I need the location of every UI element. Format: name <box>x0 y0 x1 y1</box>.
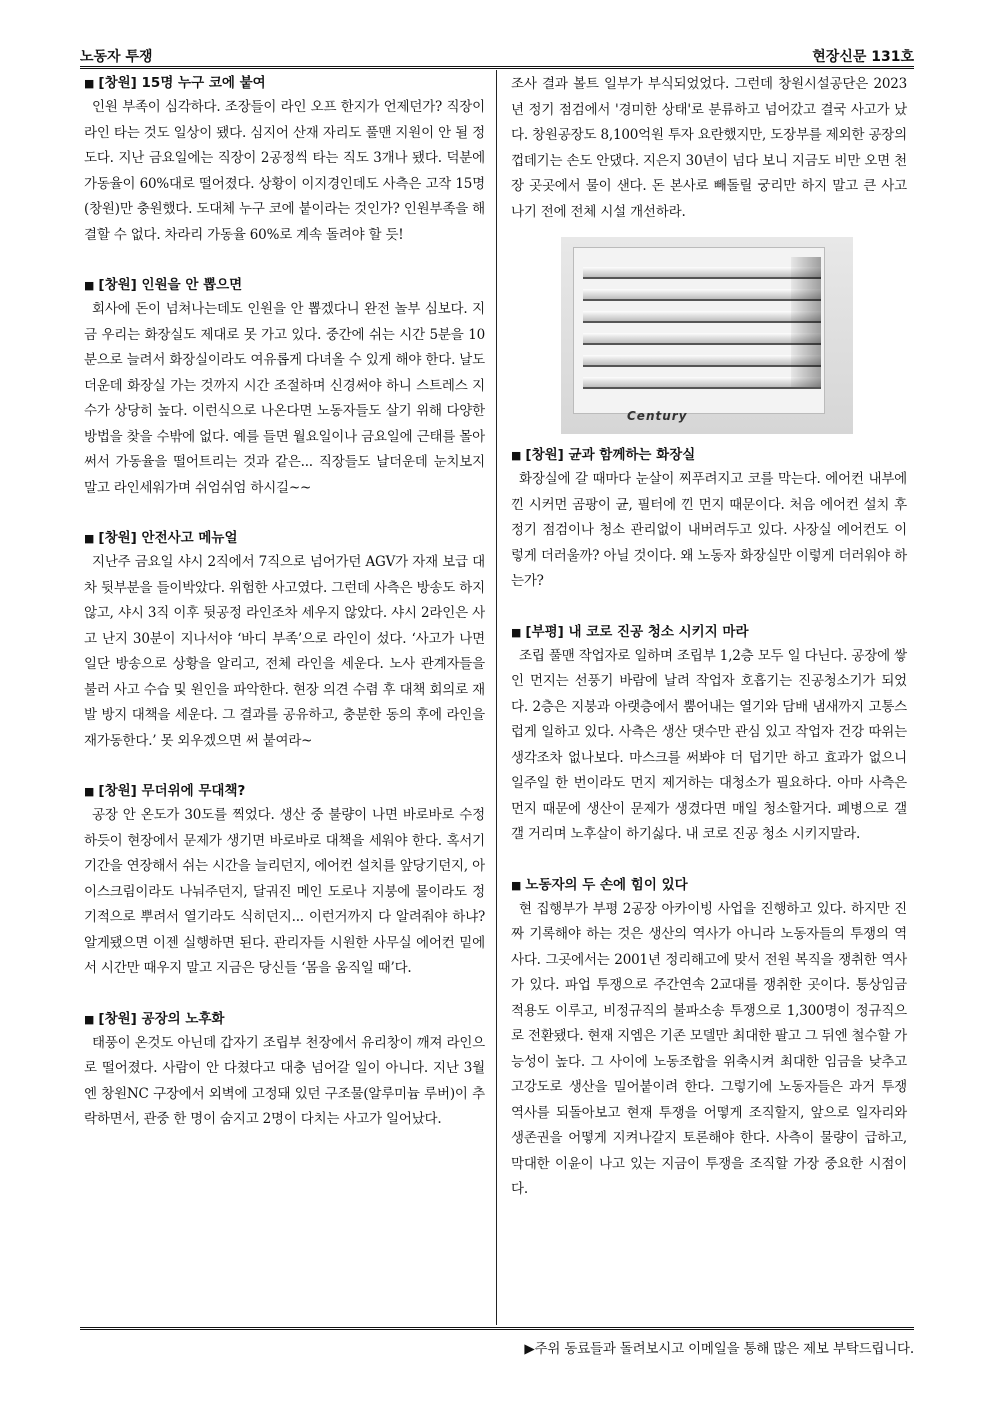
footer-rule <box>80 1327 914 1330</box>
article-title <box>511 444 907 467</box>
issue-number: 현장신문 131호 <box>812 49 914 65</box>
ac-slat <box>583 267 821 279</box>
article-title-text: [창원] 15명 누구 코에 붙여 <box>98 75 266 91</box>
square-bullet-icon: ■ <box>511 625 522 639</box>
article-body: 조립 풀맨 작업자로 일하며 조립부 1,2층 모두 일 다닌다. 공장에 쌓인 먼지는 선풍기 바람에 날려 작업자 호흡기는 진공청소기가 되었다. 2층은 지붕과 아랫층에서 뿜어내는 열기와 담배 냄새까지 고통스럽게 일하고 있다. 사측은 생산 댓수만 관심 있고 작업자 건강 따위는 생각조차 없나보다. 마스크를 써봐야 더 덥기만 하고 효과가 없으니 일주일 한 번이라도 먼지 제거하는 대청소가 필요하다. 아마 사측은 먼지 때문에 생산이 문제가 생겼다면 매일 청소할거다. 폐병으로 갤갤 거리며 노후살이 하기싫다. 내 코로 진공 청소 시키지말라. <box>511 647 907 842</box>
square-bullet-icon: ■ <box>84 1012 95 1026</box>
ac-slat <box>583 377 821 389</box>
article-body: 지난주 금요일 샤시 2직에서 7직으로 넘어가던 AGV가 자재 보급 대차 뒷부분을 들이박았다. 위험한 사고였다. 그런데 사측은 방송도 하지 않고, 샤시 3직 이후 뒷공정 라인조차 세우지 않았다. 샤시 2라인은 사고 난지 30분이 지나서야 ‘바디 부족’으로 라인이 섰다. ‘사고가 나면 일단 방송으로 상황을 알리고, 전체 라인을 세운다. 노사 관계자들을 불러 사고 수습 및 원인을 파악한다. 현장 의견 수렴 후 대책 회의로 재발 방지 대책을 세운다. 그 결과를 공유하고, 충분한 동의 후에 라인을 재가동한다.’ 못 외우겠으면 써 붙여라~ <box>84 554 485 749</box>
square-bullet-icon: ■ <box>84 77 95 90</box>
article-title <box>511 874 907 897</box>
article-body: 인원 부족이 심각하다. 조장들이 라인 오프 한지가 언제던가? 직장이 라인 타는 것도 일상이 됐다. 심지어 산재 자리도 풀맨 지원이 안 될 정도다. 지난 금요일에는 직장이 2공정씩 타는 직도 3개나 됐다. 덕분에 가동율이 60%대로 떨어졌다. 상황이 이지경인데도 사측은 고작 15명(창원)만 충원했다. 도대체 누구 코에 붙이라는 것인가? 인원부족을 해결할 수 없다. 차라리 가동율 60%로 계속 돌려야 할 듯! <box>84 99 485 243</box>
ac-slat <box>583 289 821 301</box>
article-title <box>84 274 485 297</box>
article-title <box>511 621 907 644</box>
spacer <box>511 848 907 874</box>
article <box>511 444 907 595</box>
ac-shadow <box>791 257 821 387</box>
article <box>511 621 907 848</box>
article-body: 공장 안 온도가 30도를 찍었다. 생산 중 불량이 나면 바로바로 수정하듯이 현장에서 문제가 생기면 바로바로 대책을 세워야 한다. 혹서기 기간을 연장해서 쉬는 시간을 늘리던지, 에어컨 설치를 앞당기던지, 아이스크림이라도 나눠주던지, 달궈진 메인 도로나 지붕에 물이라도 정기적으로 뿌려서 열기라도 식히던지... 이런거까지 다 알려줘야 하냐? 알게됐으면 이젠 실행하면 된다. 관리자들 시원한 사무실 에어컨 밑에서 시간만 때우지 말고 지금은 당신들 ‘몸을 움직일 때’다. <box>84 807 485 976</box>
article-title-text: [창원] 안전사고 메뉴얼 <box>98 530 238 546</box>
ac-slat <box>583 355 821 367</box>
newspaper-section-title: 노동자 투쟁 <box>80 49 153 65</box>
article-continuation: 조사 결과 볼트 일부가 부식되었었다. 그런데 창원시설공단은 2023년 정기 점검에서 '경미한 상태'로 분류하고 넘어갔고 결국 사고가 났다. 창원공장도 8,100억원 투자 요란했지만, 도장부를 제외한 공장의 껍데기는 손도 안댔다. 지은지 30년이 넘다 보니 지금도 비만 오면 천장 곳곳에서 물이 샌다. 돈 본사로 빼돌릴 궁리만 하지 말고 큰 사고 나기 전에 전체 시설 개선하라. <box>511 76 907 220</box>
spacer <box>84 754 485 780</box>
article <box>511 874 907 1203</box>
spacer <box>84 248 485 274</box>
air-conditioner-photo <box>561 237 853 434</box>
spacer <box>84 501 485 527</box>
footer-notice: ▶주위 동료들과 돌려보시고 이메일을 통해 많은 제보 부탁드립니다. <box>524 1341 914 1357</box>
square-bullet-icon: ■ <box>84 785 95 798</box>
column-divider <box>496 70 497 1325</box>
article-title <box>84 780 485 803</box>
article-body: 태풍이 온것도 아닌데 갑자기 조립부 천장에서 유리창이 깨져 라인으로 떨어졌다. 사람이 안 다쳤다고 대충 넘어갈 일이 아니다. 지난 3월엔 창원NC 구장에서 외벽에 고정돼 있던 구조물(알루미늄 루버)이 추락하면서, 관중 한 명이 숨지고 2명이 다치는 사고가 일어났다. <box>84 1034 485 1127</box>
article-title-text: [창원] 인원을 안 뽑으면 <box>98 277 243 293</box>
article-title-text: 노동자의 두 손에 힘이 있다 <box>525 876 688 893</box>
ac-brand-logo: Century <box>627 409 688 423</box>
spacer <box>511 595 907 621</box>
article <box>84 780 485 982</box>
article-body: 회사에 돈이 넘쳐나는데도 인원을 안 뽑겠다니 완전 놀부 심보다. 지금 우리는 화장실도 제대로 못 가고 있다. 중간에 쉬는 시간 5분을 10분으로 늘려서 화장실이라도 여유롭게 다녀올 수 있게 해야 한다. 날도 더운데 화장실 가는 것까지 시간 조절하며 신경써야 하니 스트레스 지수가 상당히 높다. 이런식으로 나온다면 노동자들도 살기 위해 다양한 방법을 찾을 수밖에 없다. 예를 들면 월요일이나 금요일에 근태를 몰아 써서 가동율을 떨어트리는 것과 같은... 직장들도 날더운데 눈치보지 말고 라인세워가며 쉬엄쉬엄 하시길~~ <box>84 301 485 496</box>
square-bullet-icon: ■ <box>84 279 95 292</box>
article-title-text: [부평] 내 코로 진공 청소 시키지 마라 <box>525 623 749 640</box>
article-title <box>84 527 485 550</box>
ac-slat <box>583 333 821 345</box>
article-title-text: [창원] 균과 함께하는 화장실 <box>525 447 696 463</box>
article <box>84 274 485 501</box>
page-header <box>80 44 914 69</box>
article <box>84 72 485 248</box>
right-column <box>511 72 907 1203</box>
article <box>84 1008 485 1133</box>
article-title-text: [창원] 공장의 노후화 <box>98 1010 225 1027</box>
square-bullet-icon: ■ <box>511 449 522 462</box>
ac-slat <box>583 311 821 323</box>
article <box>84 527 485 754</box>
spacer <box>84 982 485 1008</box>
article-body: 현 집행부가 부평 2공장 아카이빙 사업을 진행하고 있다. 하지만 진짜 기록해야 하는 것은 생산의 역사가 아니라 노동자들의 투쟁의 역사다. 그곳에서는 2001년 정리해고에 맞서 전원 복직을 쟁취한 역사가 있다. 파업 투쟁으로 주간연속 2교대를 쟁취한 곳이다. 통상임금 적용도 이루고, 비정규직의 불파소송 투쟁으로 1,300명이 정규직으로 전환됐다. 현재 지엠은 기존 모델만 최대한 팔고 그 뒤엔 철수할 가능성이 높다. 그 사이에 노동조합을 위축시켜 최대한 임금을 낮추고 고강도로 생산을 밀어붙이려 한다. 그렇기에 노동자들은 과거 투쟁 역사를 되돌아보고 현재 투쟁을 어떻게 조직할지, 앞으로 일자리와 생존권을 어떻게 지켜나갈지 토론해야 한다. 사측이 물량이 급하고, 막대한 이윤이 나고 있는 지금이 투쟁을 조직할 가장 중요한 시점이다. <box>511 900 907 1197</box>
article-title <box>84 72 485 95</box>
square-bullet-icon: ■ <box>84 532 95 545</box>
article-title-text: [창원] 무더위에 무대책? <box>98 783 246 799</box>
article-body: 화장실에 갈 때마다 눈살이 찌푸려지고 코를 막는다. 에어컨 내부에 낀 시커먼 곰팡이 균, 필터에 낀 먼지 때문이다. 처음 에어컨 설치 후 정기 점검이나 청소 관리없이 내버려두고 있다. 사장실 에어컨도 이렇게 더러울까? 아닐 것이다. 왜 노동자 화장실만 이렇게 더러워야 하는가? <box>511 471 907 589</box>
left-column <box>84 72 485 1133</box>
square-bullet-icon: ■ <box>511 878 522 892</box>
article-title <box>84 1008 485 1031</box>
